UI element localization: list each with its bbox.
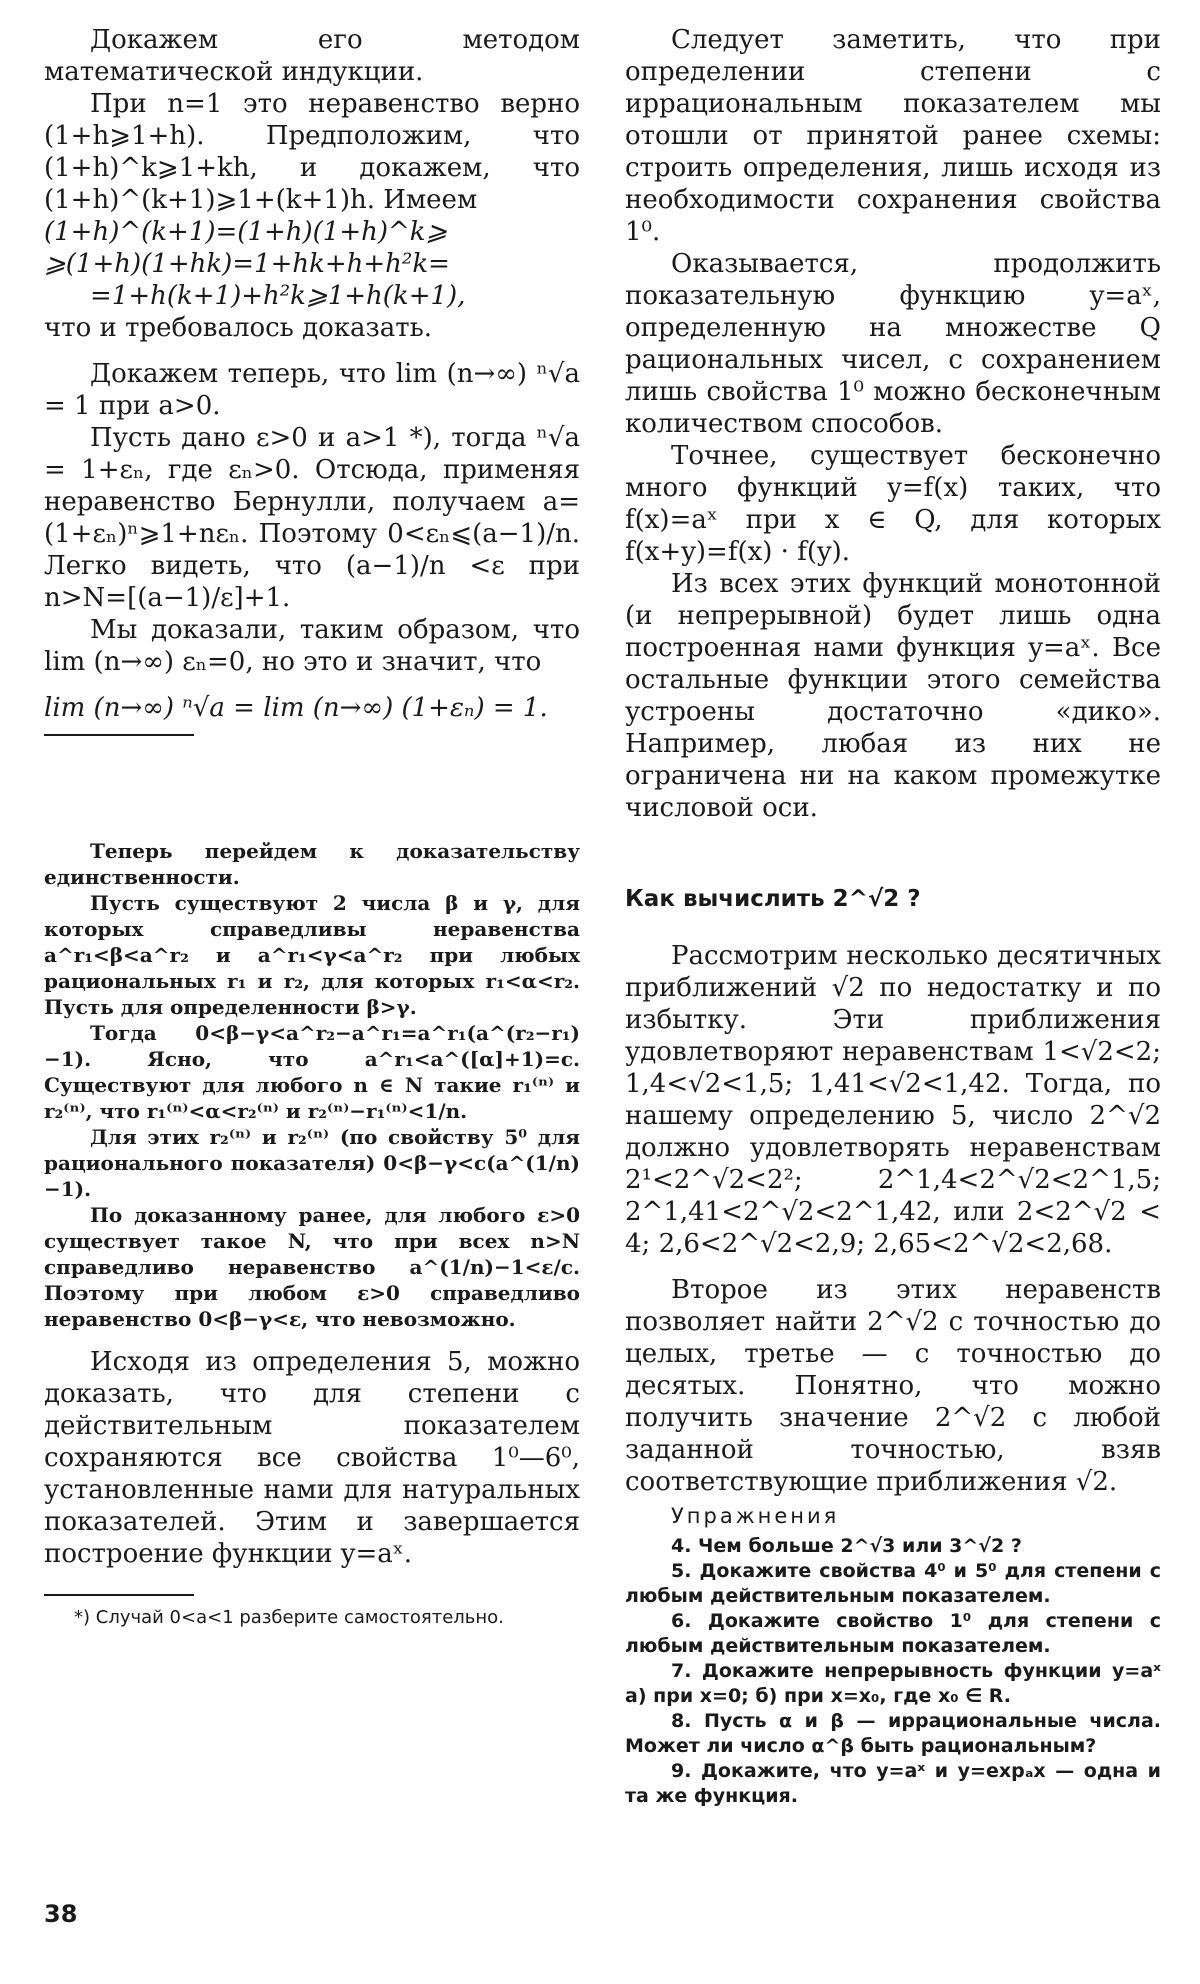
exercise-7: 7. Докажите непрерывность функции y=aˣ а) при x=0; б) при x=x₀, где x₀ ∈ R.	[625, 1660, 1161, 1707]
left-paragraph-3: что и требовалось доказать.	[44, 313, 432, 343]
exercise-6: 6. Докажите свойство 1⁰ для степени с любым действительным показателем.	[625, 1610, 1161, 1657]
left-column	[44, 24, 580, 1630]
exercises-title: Упражнения	[671, 1504, 840, 1528]
exercise-5: 5. Докажите свойства 4⁰ и 5⁰ для степени с любым действительным показателем.	[625, 1560, 1161, 1607]
formula-line-1: (1+h)^(k+1)=(1+h)(1+h)^k⩾	[44, 217, 448, 247]
left-paragraph-7: Исходя из определения 5, можно доказать, что для степени с действительным показателем сохраняются все свойства 1⁰—6⁰, установленные нами для натуральных показателей. Этим и завершается построение функции y=aˣ.	[44, 1347, 580, 1569]
footnote-divider	[44, 1594, 194, 1596]
exercise-4: 4. Чем больше 2^√3 или 3^√2 ?	[671, 1535, 1022, 1557]
section-divider	[44, 734, 194, 736]
left-paragraph-1: Докажем его методом математической индукции.	[44, 25, 580, 87]
formula-line-2: ⩾(1+h)(1+hk)=1+hk+h+h²k=	[44, 249, 450, 279]
page-number: 38	[44, 1900, 78, 1928]
formula-limit: lim (n→∞) ⁿ√a = lim (n→∞) (1+εₙ) = 1.	[44, 693, 548, 723]
left-paragraph-5: Пусть дано ε>0 и a>1 *), тогда ⁿ√a = 1+εₙ, где εₙ>0. Отсюда, применяя неравенство Бернулли, получаем a=(1+εₙ)ⁿ⩾1+nεₙ. Поэтому 0<εₙ⩽(a−1)/n. Легко видеть, что (a−1)/n <ε при n>N=[(a−1)/ε]+1.	[44, 423, 580, 613]
right-paragraph-4: Из всех этих функций монотонной (и непрерывной) будет лишь одна построенная нами функция y=aˣ. Все остальные функции этого семейства устроены достаточно «дико». Например, любая из них не ограничена ни на каком промежутке числовой оси.	[625, 569, 1161, 823]
left-paragraph-6: Мы доказали, таким образом, что lim (n→∞) εₙ=0, но это и значит, что	[44, 615, 580, 677]
right-column	[625, 24, 1161, 1809]
small-paragraph-5: По доказанному ранее, для любого ε>0 существует такое N, что при всех n>N справедливо неравенство a^(1/n)−1<ε/c. Поэтому при любом ε>0 справедливо неравенство 0<β−γ<ε, что невозможно.	[44, 1203, 580, 1331]
small-paragraph-3: Тогда 0<β−γ<a^r₂−a^r₁=a^r₁(a^(r₂−r₁)−1). Ясно, что a^r₁<a^([α]+1)=c. Существуют для любого n ∈ N такие r₁⁽ⁿ⁾ и r₂⁽ⁿ⁾, что r₁⁽ⁿ⁾<α<r₂⁽ⁿ⁾ и r₂⁽ⁿ⁾−r₁⁽ⁿ⁾<1/n.	[44, 1021, 580, 1123]
formula-line-3: =1+h(k+1)+h²k⩾1+h(k+1),	[90, 281, 466, 311]
right-paragraph-6: Второе из этих неравенств позволяет найти 2^√2 с точностью до целых, третье — с точностью до десятых. Понятно, что можно получить значение 2^√2 с любой заданной точностью, взяв соответствующие приближения √2.	[625, 1275, 1161, 1497]
small-paragraph-4: Для этих r₂⁽ⁿ⁾ и r₂⁽ⁿ⁾ (по свойству 5⁰ для рационального показателя) 0<β−γ<c(a^(1/n)−1).	[44, 1125, 580, 1201]
right-paragraph-3: Точнее, существует бесконечно много функций y=f(x) таких, что f(x)=aˣ при x ∈ Q, для которых f(x+y)=f(x) · f(y).	[625, 441, 1161, 567]
exercise-8: 8. Пусть α и β — иррациональные числа. Может ли число α^β быть рациональным?	[625, 1710, 1161, 1757]
right-paragraph-1: Следует заметить, что при определении степени с иррациональным показателем мы отошли от принятой ранее схемы: строить определения, лишь исходя из необходимости сохранения свойства 1⁰.	[625, 25, 1161, 247]
right-paragraph-5: Рассмотрим несколько десятичных приближений √2 по недостатку и по избытку. Эти приближения удовлетворяют неравенствам 1<√2<2; 1,4<√2<1,5; 1,41<√2<1,42. Тогда, по нашему определению 5, число 2^√2 должно удовлетворять неравенствам 2¹<2^√2<2²; 2^1,4<2^√2<2^1,5; 2^1,41<2^√2<2^1,42, или 2<2^√2 < 4; 2,6<2^√2<2,9; 2,65<2^√2<2,68.	[625, 941, 1161, 1259]
small-paragraph-2: Пусть существуют 2 числа β и γ, для которых справедливы неравенства a^r₁<β<a^r₂ и a^r₁<γ<a^r₂ при любых рациональных r₁ и r₂, для которых r₁<α<r₂. Пусть для определенности β>γ.	[44, 891, 580, 1019]
footnote: *) Случай 0<a<1 разберите самостоятельно.	[74, 1607, 504, 1628]
right-paragraph-2: Оказывается, продолжить показательную функцию y=aˣ, определенную на множестве Q рациональных чисел, с сохранением лишь свойства 1⁰ можно бесконечным количеством способов.	[625, 249, 1161, 439]
left-paragraph-4: Докажем теперь, что lim (n→∞) ⁿ√a = 1 при a>0.	[44, 359, 580, 421]
exercise-9: 9. Докажите, что y=aˣ и y=expₐx — одна и та же функция.	[625, 1760, 1161, 1807]
section-heading: Как вычислить 2^√2 ?	[625, 886, 921, 912]
small-paragraph-1: Теперь перейдем к доказательству единственности.	[44, 839, 580, 889]
left-paragraph-2: При n=1 это неравенство верно (1+h⩾1+h). Предположим, что (1+h)^k⩾1+kh, и докажем, что (1+h)^(k+1)⩾1+(k+1)h. Имеем	[44, 89, 580, 215]
